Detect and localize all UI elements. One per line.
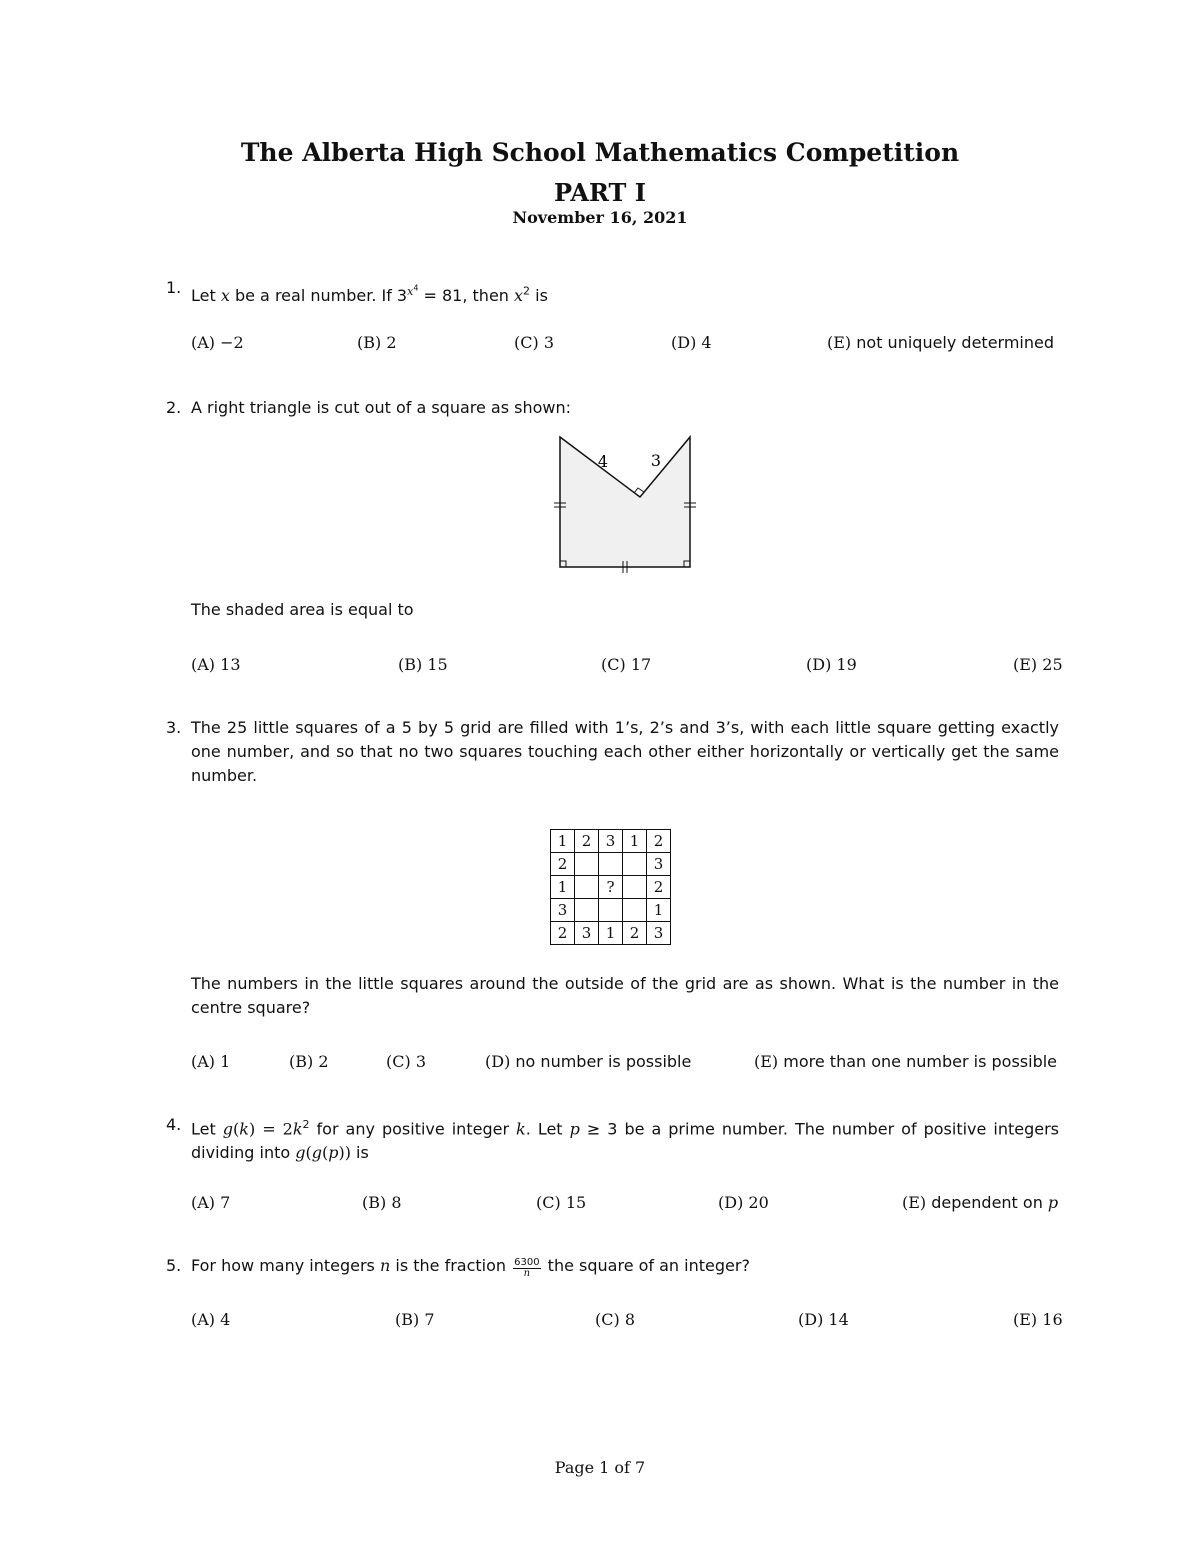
q3-option-a[interactable]: (A) 1 <box>191 1052 231 1071</box>
q5-option-b[interactable]: (B) 7 <box>395 1310 435 1329</box>
grid-cell: 2 <box>647 830 671 853</box>
question-text: Let x be a real number. If $3^{x^4} = 81$, then $x^2$ is <box>191 283 548 305</box>
q5-option-a[interactable]: (A) 4 <box>191 1310 231 1329</box>
grid-cell <box>623 853 647 876</box>
q2-option-d[interactable]: (D) 19 <box>806 655 857 674</box>
grid-cell <box>575 899 599 922</box>
grid-cell <box>599 853 623 876</box>
question-number: 3. <box>166 718 182 737</box>
question-number: 1. <box>166 278 182 297</box>
q1-option-e[interactable]: (E) not uniquely determined <box>827 333 1055 352</box>
question-text: Let $g(k) = 2k^2$ for any positive integer k. Let p ≥ 3 be a prime number. The number of positive integers dividing into g(g(p)) is <box>191 1118 1060 1163</box>
q3-option-b[interactable]: (B) 2 <box>289 1052 329 1071</box>
grid-cell: 3 <box>647 853 671 876</box>
grid-cell: 3 <box>647 922 671 945</box>
grid-cell-centre: ? <box>599 876 623 899</box>
q4-option-e[interactable]: (E) dependent on p <box>902 1193 1059 1212</box>
grid-row <box>551 830 671 853</box>
q3-option-d[interactable]: (D) no number is possible <box>485 1052 692 1071</box>
q4-option-b[interactable]: (B) 8 <box>362 1193 402 1212</box>
grid-row <box>551 922 671 945</box>
grid-cell: 3 <box>551 899 575 922</box>
leg-label-3: 3 <box>650 451 662 470</box>
leg-label-4: 4 <box>597 452 609 471</box>
q1-option-d[interactable]: (D) 4 <box>671 333 712 352</box>
question-number: 2. <box>166 398 182 417</box>
q3-option-c[interactable]: (C) 3 <box>386 1052 427 1071</box>
question-text: The 25 little squares of a 5 by 5 grid are filled with 1’s, 2’s and 3’s, with each little square getting exactly one number, and so that no two squares touching each other either horizontally or vertically get the same number. <box>191 718 1059 785</box>
q4-option-d[interactable]: (D) 20 <box>718 1193 769 1212</box>
q1-option-b[interactable]: (B) 2 <box>357 333 397 352</box>
grid-cell: 1 <box>551 830 575 853</box>
grid-cell <box>575 876 599 899</box>
q1-option-a[interactable]: (A) −2 <box>191 333 244 352</box>
grid-row <box>551 853 671 876</box>
grid-cell: 3 <box>575 922 599 945</box>
exam-date: November 16, 2021 <box>512 208 688 227</box>
grid-row <box>551 899 671 922</box>
grid-cell: 3 <box>599 830 623 853</box>
right-angle-mark-apex <box>634 488 644 493</box>
grid-row <box>551 876 671 899</box>
grid-cell: 2 <box>623 922 647 945</box>
q2-option-b[interactable]: (B) 15 <box>398 655 448 674</box>
q1-option-c[interactable]: (C) 3 <box>514 333 555 352</box>
question-text: For how many integers n is the fraction $\frac{6300}{n}$ the square of an integer? <box>191 1256 750 1279</box>
q5-option-c[interactable]: (C) 8 <box>595 1310 636 1329</box>
q4-option-a[interactable]: (A) 7 <box>191 1193 231 1212</box>
grid-cell <box>599 899 623 922</box>
pentagon-figure <box>550 430 700 575</box>
fraction: $\frac{6300}{n}$ <box>514 1257 540 1279</box>
number-grid <box>550 829 671 945</box>
question-number: 5. <box>166 1256 182 1275</box>
grid-cell: 2 <box>575 830 599 853</box>
q3-option-e[interactable]: (E) more than one number is possible <box>754 1052 1058 1071</box>
grid-cell <box>623 899 647 922</box>
grid-cell: 1 <box>647 899 671 922</box>
question-text: The numbers in the little squares around the outside of the grid are as shown. What is the number in the centre square? <box>191 974 1059 1017</box>
shaded-region <box>560 437 690 567</box>
q5-option-e[interactable]: (E) 16 <box>1013 1310 1063 1329</box>
question-text: The shaded area is equal to <box>191 600 414 619</box>
page-footer: Page 1 of 7 <box>554 1458 646 1477</box>
grid-cell <box>575 853 599 876</box>
part-heading: PART I <box>554 178 646 207</box>
grid-cell: 2 <box>551 922 575 945</box>
q2-option-e[interactable]: (E) 25 <box>1013 655 1063 674</box>
q5-option-d[interactable]: (D) 14 <box>798 1310 849 1329</box>
grid-cell: 1 <box>623 830 647 853</box>
grid-cell: 1 <box>599 922 623 945</box>
question-number: 4. <box>166 1115 182 1134</box>
grid-cell: 2 <box>551 853 575 876</box>
page-title: The Alberta High School Mathematics Competition <box>240 138 960 167</box>
q4-option-c[interactable]: (C) 15 <box>536 1193 587 1212</box>
question-text: A right triangle is cut out of a square as shown: <box>191 398 572 417</box>
q2-option-c[interactable]: (C) 17 <box>601 655 652 674</box>
grid-cell: 1 <box>551 876 575 899</box>
q2-option-a[interactable]: (A) 13 <box>191 655 241 674</box>
grid-cell: 2 <box>647 876 671 899</box>
grid-cell <box>623 876 647 899</box>
